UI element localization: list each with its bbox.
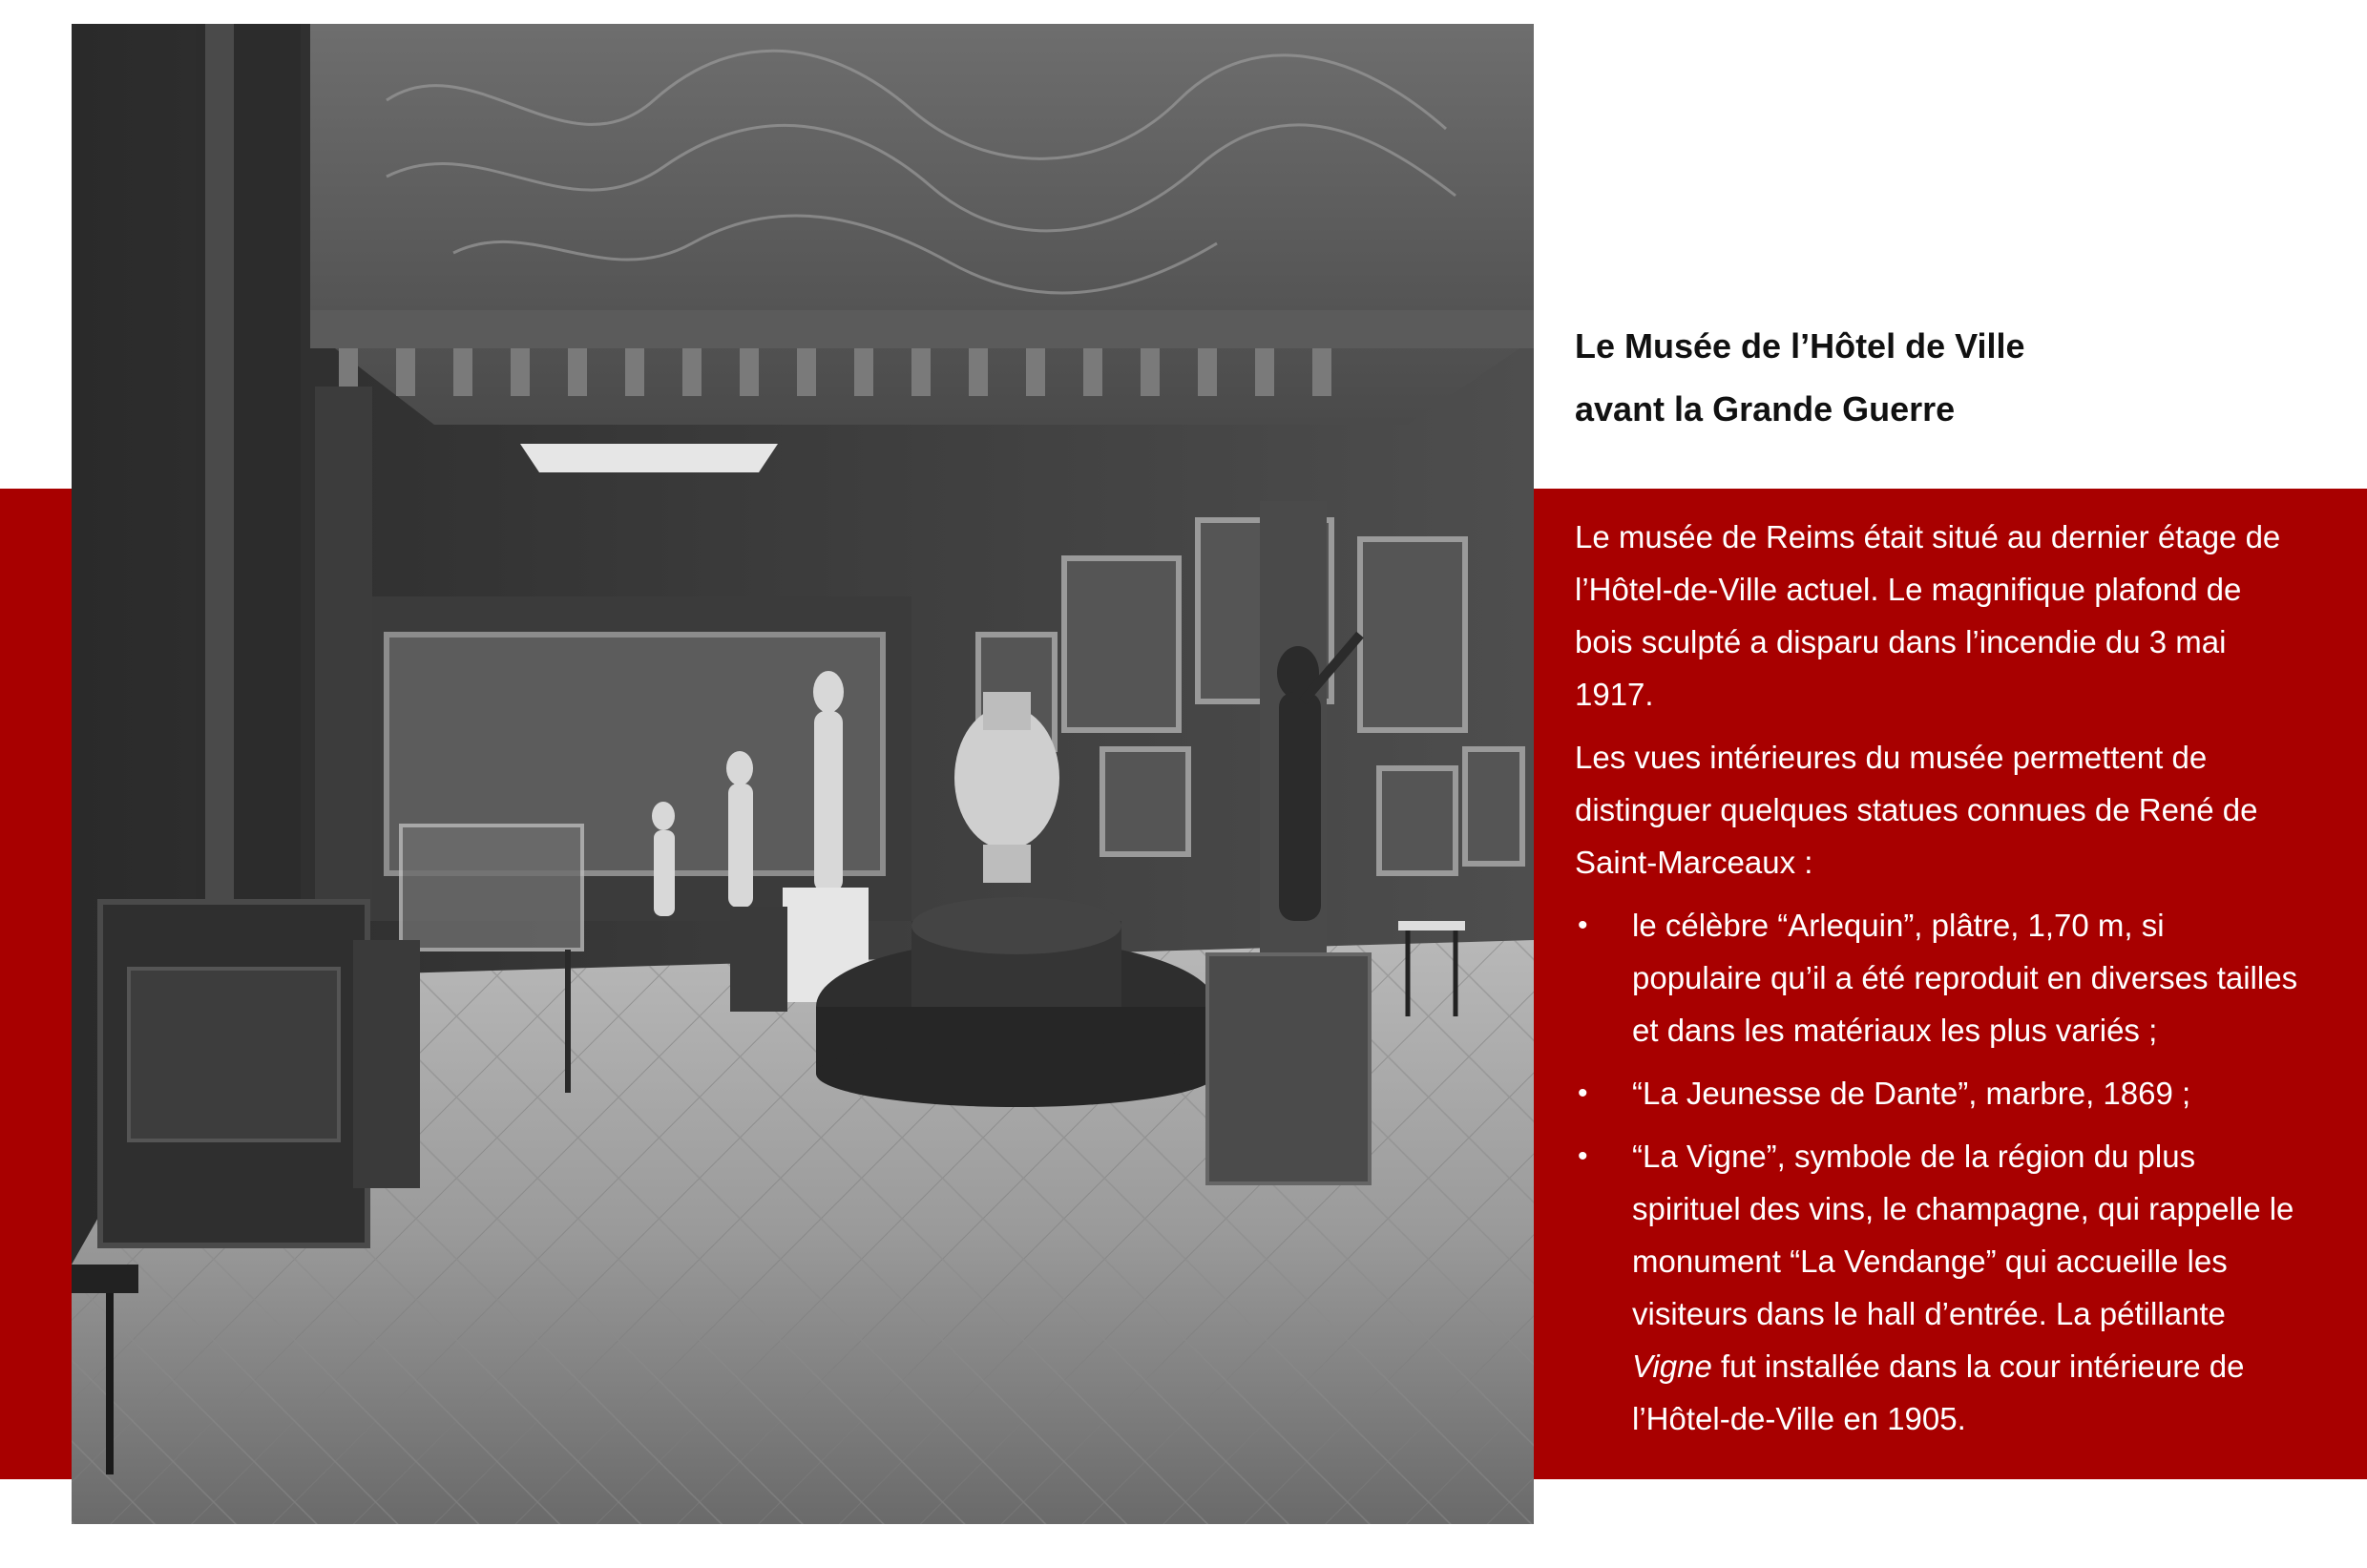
list-item-text [1632,1139,2294,1436]
museum-gallery-photo [72,24,1534,1524]
bullet-icon: • [1578,1140,1588,1172]
title-line-1: Le Musée de l’Hôtel de Ville [1575,326,2025,366]
list-item-text-part-1: “La Vigne”, symbole de la région du plus spirituel des vins, le champagne, qui rappelle le monument “La Vendange” qui accueille les visiteurs dans le hall d’entrée. La pétillante [1632,1139,2294,1331]
list-item-text: “La Jeunesse de Dante”, marbre, 1869 ; [1632,1076,2191,1111]
list-item [1575,899,2300,1056]
list-item-text-italic: Vigne [1632,1348,1712,1384]
statue-list [1575,899,2300,1445]
museum-photo-illustration [72,24,1534,1524]
list-item-text-part-2: fut installée dans la cour intérieure de l’Hôtel-de-Ville en 1905. [1632,1348,2245,1436]
title-line-2: avant la Grande Guerre [1575,389,1956,429]
bullet-icon: • [1578,909,1588,941]
page-title [1575,315,2300,441]
paragraph-2: Les vues intérieures du musée permettent de distinguer quelques statues connues de René de Saint-Marceaux : [1575,740,2258,880]
list-item-text: le célèbre “Arlequin”, plâtre, 1,70 m, si populaire qu’il a été reproduit en diverses tailles et dans les matériaux les plus variés ; [1632,908,2298,1048]
description-text [1575,511,2300,1455]
paragraph-1: Le musée de Reims était situé au dernier étage de l’Hôtel-de-Ville actuel. Le magnifique plafond de bois sculpté a disparu dans l’incendie du 3 mai 1917. [1575,519,2281,712]
list-item [1575,1130,2300,1445]
list-item [1575,1067,2300,1119]
bullet-icon: • [1578,1077,1588,1109]
